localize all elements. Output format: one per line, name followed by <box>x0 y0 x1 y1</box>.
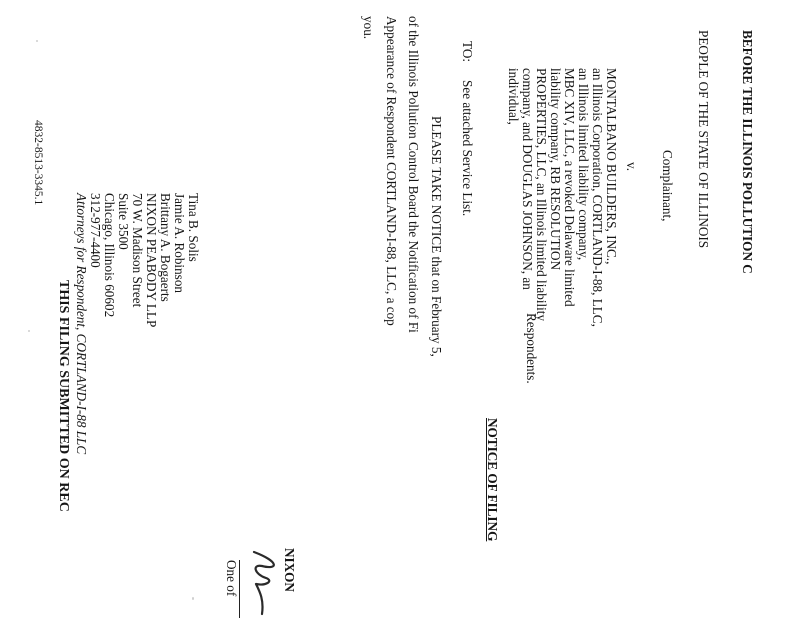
attorney-line: 312-977-4400 <box>88 193 103 268</box>
respondent-line: an Illinois limited liability company, <box>576 68 591 261</box>
attorney-line: Chicago, Illinois 60602 <box>102 193 117 318</box>
attorneys-for-line: Attorneys for Respondent, CORTLAND-I-88 LLC <box>74 193 89 455</box>
complainant-party: PEOPLE OF THE STATE OF ILLINOIS <box>696 30 711 249</box>
attorney-line: Tina B. Solis <box>186 193 201 262</box>
notice-title: NOTICE OF FILING <box>485 418 500 542</box>
attorney-line: Jamie A. Robinson <box>172 193 187 294</box>
signature-firm: NIXON <box>282 548 297 592</box>
filing-banner: THIS FILING SUBMITTED ON REC <box>56 280 71 512</box>
signature-mark <box>240 548 284 618</box>
tribunal-heading: BEFORE THE ILLINOIS POLLUTION C <box>740 30 755 274</box>
notice-body-line: PLEASE TAKE NOTICE that on February 5, <box>429 116 444 357</box>
attorney-line: Brittany A. Bogaerts <box>158 193 173 302</box>
respondent-line: an Illinois Corporation, CORTLAND-I-88, LLC, <box>590 68 605 327</box>
respondent-line: company, and DOUGLAS JOHNSON, an <box>520 68 535 290</box>
attorney-line: 70 W. Madison Street <box>130 193 145 308</box>
attorney-block <box>74 193 200 454</box>
signature-role: One of <box>224 560 239 597</box>
attorney-line: NIXON PEABODY LLP <box>144 193 159 328</box>
respondent-line: MBC XIV, LLC, a revoked Delaware limited <box>562 68 577 307</box>
respondent-line: MONTALBANO BUILDERS, INC., <box>604 68 619 265</box>
attorney-line: Suite 3500 <box>116 193 131 250</box>
versus-label: v. <box>624 162 639 172</box>
respondents-role: Respondents. <box>524 313 539 384</box>
complainant-role: Complainant, <box>660 150 675 222</box>
notice-body-line: you. <box>361 16 376 40</box>
scan-speck <box>28 330 30 332</box>
respondents-caption <box>506 68 618 327</box>
to-label: TO: <box>460 41 475 63</box>
respondent-line: liability company, RB RESOLUTION <box>548 68 563 271</box>
notice-body-line: Appearance of Respondent CORTLAND-I-88, LLC, a cop <box>384 16 399 326</box>
service-list-ref: See attached Service List. <box>460 80 475 217</box>
respondent-line: PROPERTIES, LLC, an Illinois limited liability <box>534 68 549 322</box>
respondent-line: individual, <box>506 68 521 125</box>
scan-speck <box>192 597 194 600</box>
signature-line <box>239 560 240 618</box>
scan-speck <box>36 40 38 42</box>
notice-body-line: of the Illinois Pollution Control Board the Notification of Fi <box>406 16 421 333</box>
document-id: 4832-8513-3345.1 <box>32 120 44 206</box>
